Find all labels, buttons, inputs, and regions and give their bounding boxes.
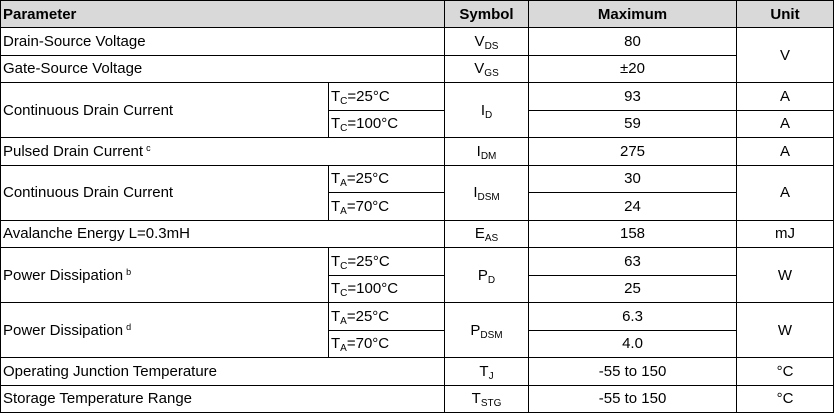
max-cell: 24 <box>529 193 737 221</box>
condition-cell <box>329 248 445 276</box>
param-cell <box>1 83 329 138</box>
symbol-cell <box>445 28 529 56</box>
symbol-letter: I <box>480 101 485 119</box>
symbol-letter: T <box>479 362 489 380</box>
symbol-subscript: AS <box>484 233 499 245</box>
param-cell <box>1 248 329 303</box>
max-cell: 275 <box>529 138 737 166</box>
param-text: Continuous Drain Current <box>3 101 174 119</box>
condition-letter: T <box>331 115 341 133</box>
condition-cell <box>329 110 445 138</box>
param-cell <box>1 55 445 83</box>
param-text: Gate-Source Voltage <box>3 60 143 78</box>
unit-cell: V <box>737 28 834 83</box>
condition-value: =70°C <box>346 197 390 215</box>
unit-cell: A <box>737 83 834 111</box>
max-cell: -55 to 150 <box>529 385 737 413</box>
param-text: Operating Junction Temperature <box>3 362 218 380</box>
symbol-cell <box>445 248 529 303</box>
param-cell <box>1 358 445 386</box>
max-cell: 30 <box>529 165 737 193</box>
condition-letter: T <box>331 87 341 105</box>
header-unit: Unit <box>737 1 834 28</box>
table-row <box>1 165 834 193</box>
table-row <box>1 55 834 83</box>
param-text: Power Dissipation <box>3 321 124 339</box>
max-cell: 93 <box>529 83 737 111</box>
symbol-cell <box>445 55 529 83</box>
max-cell: 6.3 <box>529 303 737 331</box>
table-row <box>1 303 834 331</box>
symbol-cell <box>445 358 529 386</box>
condition-letter: T <box>331 197 341 215</box>
symbol-letter: P <box>470 321 481 339</box>
param-text: Storage Temperature Range <box>3 390 193 408</box>
unit-cell: W <box>737 303 834 358</box>
unit-cell: W <box>737 248 834 303</box>
condition-value: =100°C <box>347 115 399 133</box>
symbol-cell <box>445 385 529 413</box>
table-row <box>1 83 834 111</box>
param-text: Pulsed Drain Current <box>3 142 144 160</box>
table-row <box>1 248 834 276</box>
max-cell: ±20 <box>529 55 737 83</box>
table-row <box>1 138 834 166</box>
symbol-cell <box>445 83 529 138</box>
symbol-letter: I <box>476 142 481 160</box>
condition-subscript: C <box>340 288 348 300</box>
max-cell: 4.0 <box>529 330 737 358</box>
symbol-subscript: DSM <box>480 329 503 341</box>
table-row <box>1 28 834 56</box>
unit-cell: °C <box>737 358 834 386</box>
condition-subscript: C <box>340 260 348 272</box>
max-cell: -55 to 150 <box>529 358 737 386</box>
param-text: Drain-Source Voltage <box>3 32 146 50</box>
param-cell <box>1 385 445 413</box>
param-text: Power Dissipation <box>3 266 124 284</box>
condition-cell <box>329 193 445 221</box>
condition-subscript: A <box>340 343 347 355</box>
condition-subscript: C <box>340 95 348 107</box>
unit-cell: A <box>737 165 834 220</box>
condition-letter: T <box>331 335 341 353</box>
param-cell <box>1 28 445 56</box>
symbol-subscript: J <box>488 370 494 382</box>
param-cell <box>1 220 445 248</box>
condition-letter: T <box>331 280 341 298</box>
footnote-marker: c <box>146 142 151 153</box>
symbol-cell <box>445 165 529 220</box>
condition-cell <box>329 165 445 193</box>
symbol-cell <box>445 220 529 248</box>
condition-subscript: A <box>340 178 347 190</box>
unit-cell: A <box>737 138 834 166</box>
table-row <box>1 385 834 413</box>
param-text: Continuous Drain Current <box>3 184 174 201</box>
max-cell: 25 <box>529 275 737 303</box>
condition-value: =100°C <box>347 280 399 298</box>
symbol-letter: T <box>471 390 481 408</box>
condition-value: =70°C <box>346 335 390 353</box>
symbol-letter: V <box>474 60 485 78</box>
footnote-marker: d <box>126 321 132 332</box>
unit-cell: A <box>737 110 834 138</box>
param-cell <box>1 138 445 166</box>
symbol-subscript: D <box>484 109 493 121</box>
symbol-subscript: D <box>487 274 496 286</box>
symbol-letter: P <box>477 266 488 284</box>
condition-cell <box>329 83 445 111</box>
symbol-subscript: GS <box>484 68 499 80</box>
condition-value: =25°C <box>346 170 390 188</box>
symbol-letter: I <box>473 184 478 201</box>
footnote-marker: b <box>126 266 132 277</box>
symbol-letter: E <box>474 225 485 243</box>
header-maximum: Maximum <box>529 1 737 28</box>
table-row <box>1 358 834 386</box>
unit-cell: mJ <box>737 220 834 248</box>
condition-letter: T <box>331 170 341 188</box>
param-cell <box>1 165 329 220</box>
condition-subscript: A <box>340 205 347 217</box>
header-parameter: Parameter <box>1 1 445 28</box>
condition-value: =25°C <box>346 307 390 325</box>
condition-letter: T <box>331 307 341 325</box>
condition-subscript: A <box>340 315 347 327</box>
condition-subscript: C <box>340 123 348 135</box>
unit-cell: °C <box>737 385 834 413</box>
symbol-subscript: DS <box>484 40 499 52</box>
condition-cell <box>329 330 445 358</box>
header-symbol: Symbol <box>445 1 529 28</box>
header-row <box>1 1 834 28</box>
max-cell: 63 <box>529 248 737 276</box>
param-cell <box>1 303 329 358</box>
max-cell: 80 <box>529 28 737 56</box>
param-text: Avalanche Energy L=0.3mH <box>3 225 190 243</box>
condition-cell <box>329 275 445 303</box>
symbol-letter: V <box>474 32 485 50</box>
symbol-subscript: DSM <box>477 192 500 203</box>
max-cell: 158 <box>529 220 737 248</box>
symbol-subscript: STG <box>480 398 502 410</box>
condition-cell <box>329 303 445 331</box>
condition-value: =25°C <box>347 87 390 105</box>
symbol-cell <box>445 303 529 358</box>
symbol-cell <box>445 138 529 166</box>
condition-value: =25°C <box>347 252 390 270</box>
max-cell: 59 <box>529 110 737 138</box>
condition-letter: T <box>331 252 341 270</box>
table-row <box>1 220 834 248</box>
symbol-subscript: DM <box>480 150 497 162</box>
